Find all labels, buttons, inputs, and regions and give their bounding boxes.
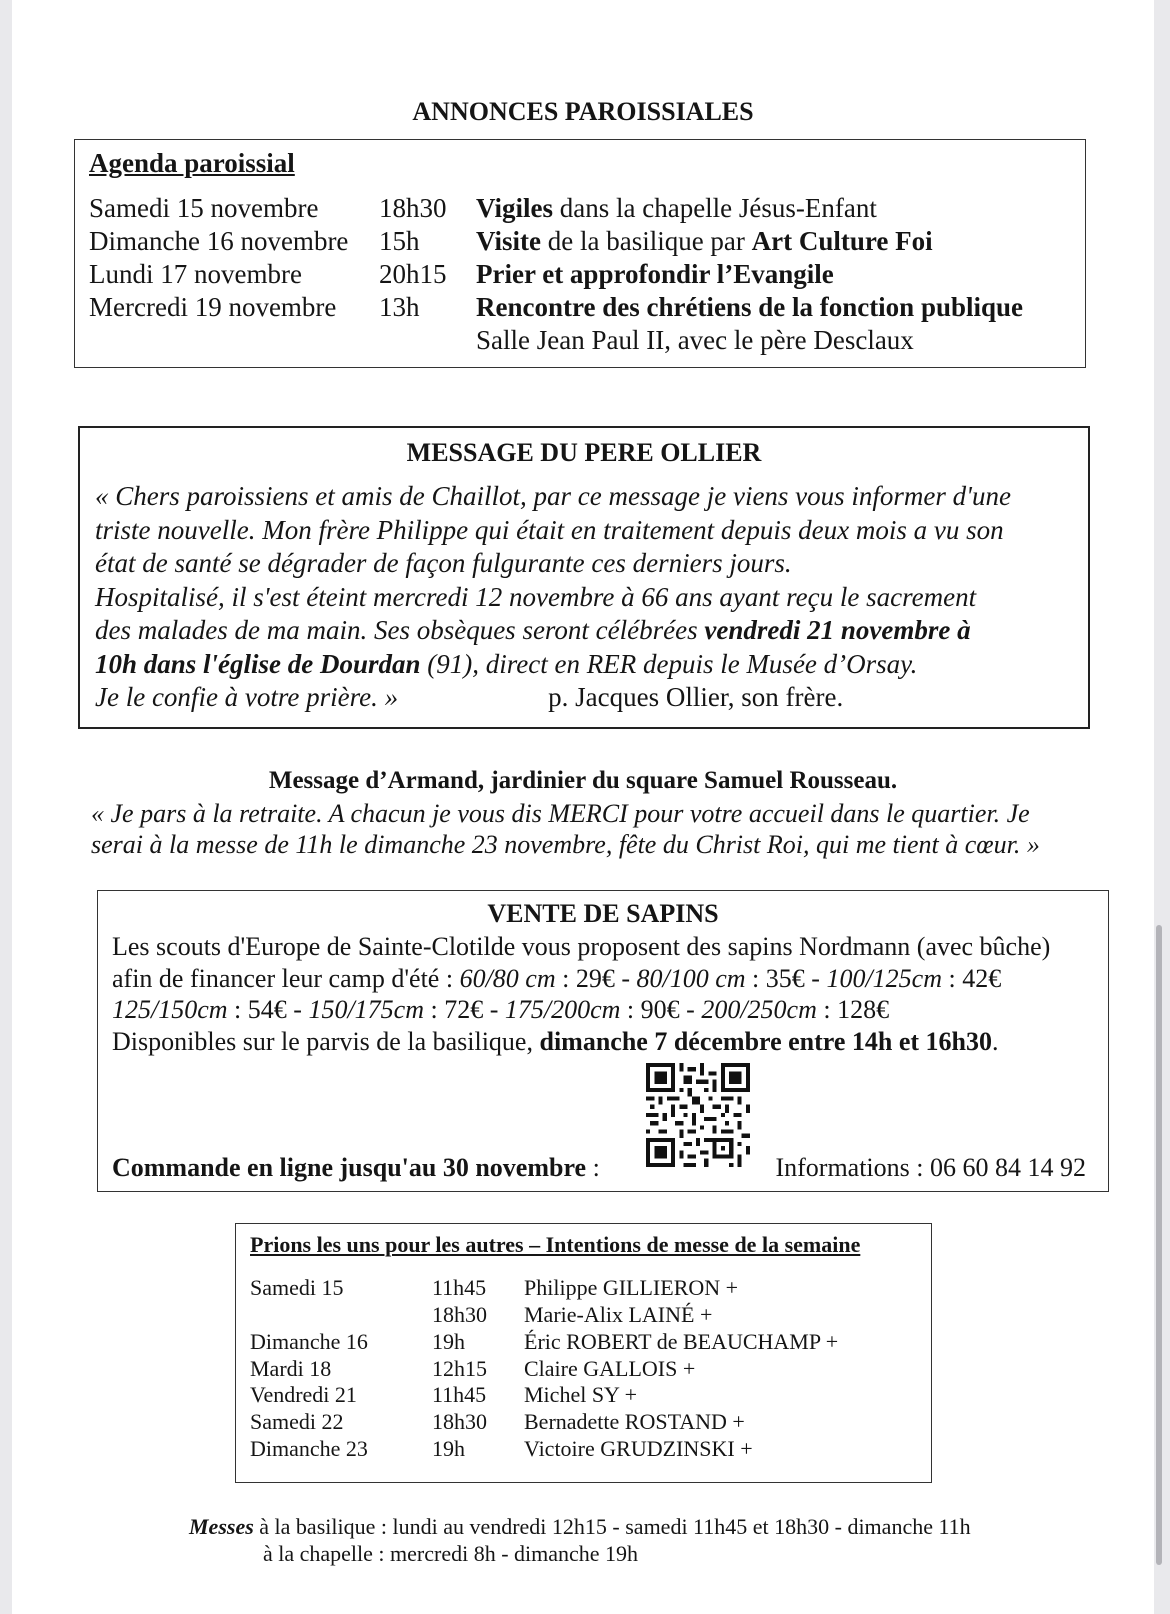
sapins-text bbox=[112, 931, 1050, 1057]
agenda-time: 18h30 bbox=[379, 193, 447, 223]
agenda-date: Dimanche 16 novembre bbox=[89, 226, 349, 256]
armand-title: Message d’Armand, jardinier du square Samuel Rousseau. bbox=[268, 767, 898, 794]
intention-time: 11h45 bbox=[432, 1382, 487, 1407]
agenda-event: Prier et approfondir l’Evangile bbox=[476, 259, 834, 289]
intention-time: 19h bbox=[432, 1329, 465, 1354]
intention-time: 11h45 bbox=[432, 1275, 487, 1300]
order-online-text: Commande en ligne jusqu'au 30 novembre : bbox=[112, 1153, 600, 1182]
intention-day: Dimanche 23 bbox=[250, 1436, 368, 1461]
intention-name: Bernadette ROSTAND + bbox=[524, 1409, 745, 1434]
intention-time: 19h bbox=[432, 1436, 465, 1461]
intention-name: Marie-Alix LAINÉ + bbox=[524, 1302, 713, 1327]
agenda-location: Salle Jean Paul II, avec le père Desclaux bbox=[476, 325, 914, 355]
message-line: Hospitalisé, il s'est éteint mercredi 12 novembre à 66 ans ayant reçu le sacrement bbox=[95, 581, 977, 612]
agenda-box bbox=[74, 139, 1086, 368]
intentions-heading: Prions les uns pour les autres – Intentions de messe de la semaine bbox=[250, 1232, 861, 1257]
message-line: triste nouvelle. Mon frère Philippe qui était en traitement depuis deux mois a vu son bbox=[95, 514, 1004, 545]
message-line: état de santé se dégrader de façon fulgurante ces derniers jours. bbox=[95, 548, 792, 578]
sapins-line: afin de financer leur camp d'été : 60/80 cm : 29€ - 80/100 cm : 35€ - 100/125cm : 42€ bbox=[112, 963, 1002, 993]
sapins-line: 125/150cm : 54€ - 150/175cm : 72€ - 175/200cm : 90€ - 200/250cm : 128€ bbox=[112, 995, 890, 1024]
message-box bbox=[78, 426, 1090, 729]
sapins-line: Les scouts d'Europe de Sainte-Clotilde vous proposent des sapins Nordmann (avec bûche) bbox=[112, 932, 1051, 961]
intention-day: Samedi 15 bbox=[250, 1275, 344, 1300]
qr-code-icon[interactable] bbox=[646, 1063, 750, 1167]
intention-name: Claire GALLOIS + bbox=[524, 1356, 696, 1381]
agenda-time: 20h15 bbox=[379, 259, 447, 289]
agenda-event: Visite de la basilique par Art Culture Foi bbox=[476, 226, 933, 256]
message-line: « Chers paroissiens et amis de Chaillot, par ce message je viens vous informer d'une bbox=[95, 481, 1011, 511]
intention-day: Vendredi 21 bbox=[250, 1382, 357, 1407]
agenda-event: Vigiles dans la chapelle Jésus-Enfant bbox=[476, 193, 877, 223]
agenda-event: Rencontre des chrétiens de la fonction publique bbox=[476, 292, 1024, 322]
armand-line: serai à la messe de 11h le dimanche 23 novembre, fête du Christ Roi, qui me tient à cœur. » bbox=[91, 830, 1040, 859]
intentions-box bbox=[235, 1223, 932, 1483]
intention-name: Victoire GRUDZINSKI + bbox=[524, 1436, 753, 1461]
agenda-time: 15h bbox=[379, 226, 420, 256]
vertical-scrollbar[interactable] bbox=[1156, 925, 1162, 1565]
page-title: ANNONCES PAROISSIALES bbox=[412, 97, 754, 126]
sapins-title: VENTE DE SAPINS bbox=[487, 899, 719, 928]
intention-time: 18h30 bbox=[432, 1409, 487, 1434]
mass-schedule-chapel: à la chapelle : mercredi 8h - dimanche 19h bbox=[263, 1541, 639, 1566]
agenda-date: Samedi 15 novembre bbox=[89, 193, 319, 223]
mass-schedule-basilica: Messes à la basilique : lundi au vendredi 12h15 - samedi 11h45 et 18h30 - dimanche 11h bbox=[189, 1514, 971, 1539]
intention-day: Samedi 22 bbox=[250, 1409, 344, 1434]
phone-info: Informations : 06 60 84 14 92 bbox=[775, 1153, 1086, 1182]
message-line: Je le confie à votre prière. » p. Jacques Ollier, son frère. bbox=[95, 682, 844, 712]
agenda-heading: Agenda paroissial bbox=[89, 148, 295, 178]
messes-label: Messes bbox=[189, 1514, 254, 1539]
sapins-box bbox=[97, 890, 1109, 1192]
message-line: 10h dans l'église de Dourdan (91), direct en RER depuis le Musée d’Orsay. bbox=[95, 648, 918, 679]
intention-name: Éric ROBERT de BEAUCHAMP + bbox=[524, 1329, 839, 1354]
agenda-date: Lundi 17 novembre bbox=[89, 259, 302, 289]
message-signature: p. Jacques Ollier, son frère. bbox=[548, 682, 844, 712]
armand-line: « Je pars à la retraite. A chacun je vous dis MERCI pour votre accueil dans le quartier. Je bbox=[91, 799, 1030, 828]
message-title: MESSAGE DU PERE OLLIER bbox=[406, 438, 762, 467]
intention-time: 12h15 bbox=[432, 1356, 487, 1381]
intention-name: Philippe GILLIERON + bbox=[524, 1275, 739, 1300]
intention-day: Mardi 18 bbox=[250, 1356, 332, 1381]
armand-text bbox=[91, 798, 1101, 860]
message-line: des malades de ma main. Ses obsèques seront célébrées vendredi 21 novembre à bbox=[95, 615, 971, 645]
agenda-date: Mercredi 19 novembre bbox=[89, 292, 337, 322]
intention-time: 18h30 bbox=[432, 1302, 487, 1327]
sapins-line: Disponibles sur le parvis de la basilique, dimanche 7 décembre entre 14h et 16h30. bbox=[112, 1026, 999, 1056]
intention-name: Michel SY + bbox=[524, 1382, 638, 1407]
message-text bbox=[95, 480, 1079, 715]
intention-day: Dimanche 16 bbox=[250, 1329, 368, 1354]
agenda-time: 13h bbox=[379, 292, 420, 322]
